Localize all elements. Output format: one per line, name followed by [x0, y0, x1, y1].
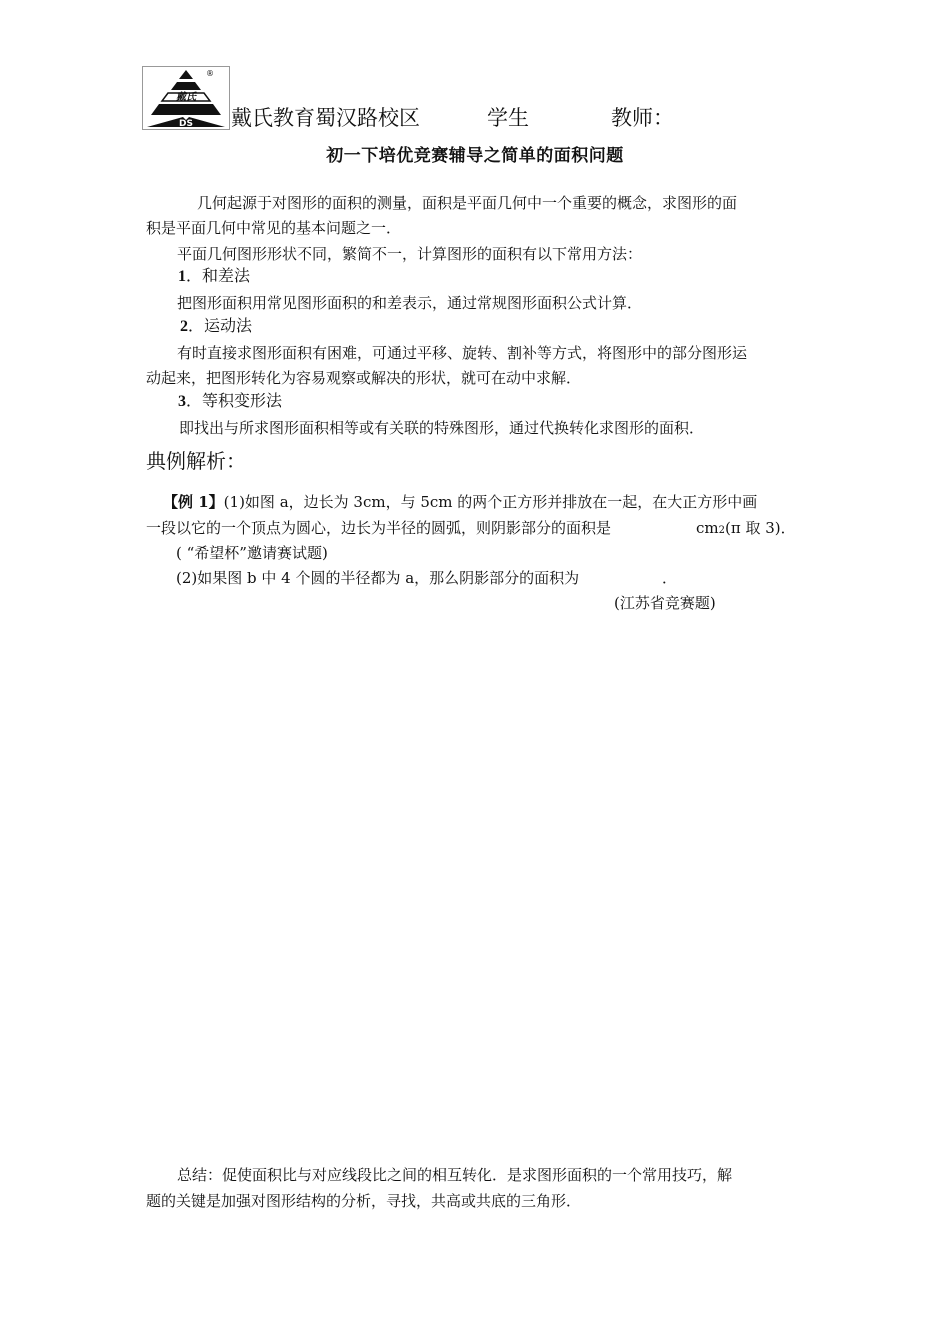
logo-text-top: 戴氏 — [176, 92, 196, 103]
registered-mark: ® — [206, 69, 214, 78]
student-label: 学生 — [487, 106, 529, 130]
method-1-name: ．和差法 — [186, 266, 251, 285]
method-1-heading — [178, 264, 250, 289]
method-1-desc: 把图形面积用常见图形面积的和差表示，通过常规图形面积公式计算． — [177, 294, 643, 312]
method-2-number: 2 — [180, 318, 188, 335]
summary-line-2: 题的关键是加强对图形结构的分析，寻找，共高或共底的三角形． — [146, 1192, 582, 1210]
intro-line-1: 几何起源于对图形的面积的测量，面积是平面几何中一个重要的概念，求图形的面 — [197, 194, 738, 212]
method-3-heading — [178, 389, 282, 414]
example-1-source-1: ( “希望杯”邀请赛试题) — [176, 544, 328, 562]
example-1-answer-unit — [696, 516, 796, 543]
method-3-number: 3 — [178, 393, 186, 410]
example-1-line-1 — [163, 490, 757, 515]
intro-line-2: 积是平面几何中常见的基本问题之一． — [146, 219, 402, 237]
example-1-source-2: (江苏省竞赛题) — [614, 594, 716, 612]
example-1-line-3: (2)如果图 b 中 4 个圆的半径都为 a，那么阴影部分的面积为 — [176, 569, 580, 587]
method-1-number: 1 — [178, 268, 186, 285]
intro-line-3: 平面几何图形形状不同，繁简不一，计算图形的面积有以下常用方法： — [177, 245, 643, 263]
method-2-desc-1: 有时直接求图形面积有困难，可通过平移、旋转、割补等方式，将图形中的部分图形运 — [177, 344, 748, 362]
unit-exponent: 2 — [718, 525, 725, 536]
method-2-desc-2: 动起来，把图形转化为容易观察或解决的形状，就可在动中求解． — [146, 369, 582, 387]
example-1-line-3-end: ． — [662, 569, 678, 587]
example-1-line-2: 一段以它的一个顶点为圆心，边长为半径的圆弧，则阴影部分的面积是 — [146, 519, 612, 537]
method-3-name: ．等积变形法 — [186, 391, 283, 410]
teacher-label: 教师： — [611, 106, 674, 130]
section-title: 典例解析： — [146, 449, 246, 473]
example-1-label: 【例 1】 — [163, 493, 224, 511]
method-3-desc: 即找出与所求图形面积相等或有关联的特殊图形，通过代换转化求图形的面积． — [179, 419, 705, 437]
dai-shi-ds-logo-icon — [143, 67, 229, 129]
unit-cm: cm — [696, 519, 719, 537]
school-logo — [142, 66, 230, 130]
pi-note: (π 取 3)． — [725, 519, 796, 537]
summary-line-1: 总结：促使面积比与对应线段比之间的相互转化．是求图形面积的一个常用技巧，解 — [177, 1166, 733, 1184]
method-2-name: ．运动法 — [188, 316, 253, 335]
example-1-text-1: (1)如图 a，边长为 3cm，与 5cm 的两个正方形并排放在一起，在大正方形中画 — [223, 493, 758, 511]
logo-text-bottom: DS — [179, 119, 193, 129]
school-name: 戴氏教育蜀汉路校区 — [231, 106, 420, 130]
page-title: 初一下培优竞赛辅导之简单的面积问题 — [326, 146, 624, 166]
method-2-heading — [180, 314, 252, 339]
